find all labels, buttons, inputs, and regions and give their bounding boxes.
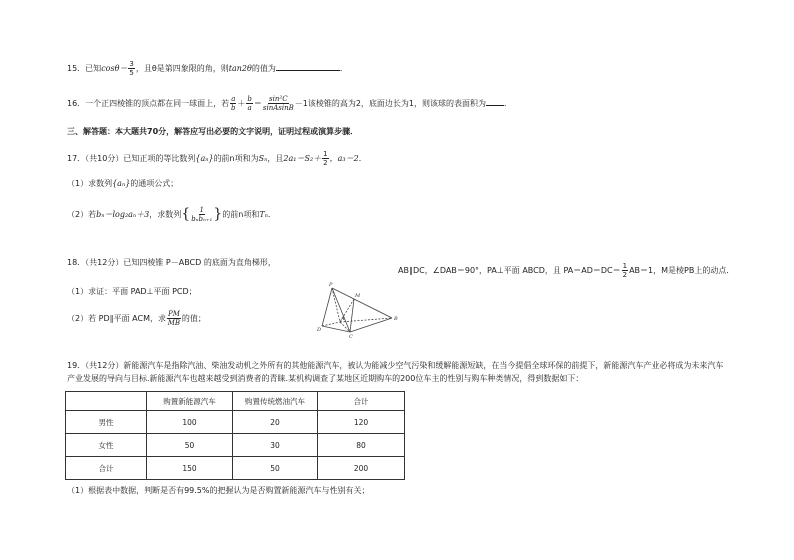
table-cell: 合计	[66, 457, 147, 480]
edge-PD	[322, 288, 332, 326]
q16-answer-blank	[486, 97, 504, 106]
right-brace: }	[213, 206, 223, 222]
question-17-part-1: （1）求数列{aₙ}的通项公式；	[67, 179, 179, 188]
table-cell: 女性	[66, 434, 147, 457]
pyramid-figure	[310, 280, 400, 340]
question-17: 17．（共10分）已知正项的等比数列{aₙ}的前n项和为Sₙ，且2a₁＝S₂＋ $\frac{1}{2}$ ，a₃＝2．	[67, 150, 367, 167]
question-18-part-1: （1）求证：平面 PAD⊥平面 PCD；	[67, 287, 197, 296]
edge-AB	[340, 318, 392, 322]
question-15: 15．已知cosθ＝ $\frac{3}{5}$ ，且θ是第四象限的角，则tan2θ的值为 ．	[67, 60, 348, 77]
label-C: C	[349, 334, 353, 340]
q16-frac-b-a: $\frac{b}{a}$	[247, 95, 252, 112]
q15-cos: cosθ＝	[101, 64, 128, 73]
table-row	[66, 434, 405, 457]
question-17-part-2: （2）若bₙ＝log₂aₙ＋3，求数列{ $\frac{1}{\text{bₙbₙ₊₁}}$ }的前n项和Tₙ．	[67, 206, 276, 223]
label-B: B	[394, 316, 398, 322]
label-D: D	[317, 327, 322, 333]
gender-car-table	[65, 391, 405, 480]
table-header-cell: 合计	[318, 392, 405, 411]
label-M: M	[355, 293, 361, 299]
table-cell: 男性	[66, 411, 147, 434]
question-19-line-2: 产业发展的导向与目标.新能源汽车也越来越受到消费者的青睐.某机构调查了某地区近期购车的200位车主的性别与购车种类情况，得到数据如下：	[67, 374, 584, 383]
table-cell: 20	[233, 411, 318, 434]
q15-fraction: $\frac{3}{5}$	[129, 60, 134, 77]
q17-frac-b: $\frac{1}{\text{bₙbₙ₊₁}}$	[191, 206, 213, 223]
question-18-condition: AB∥DC，∠DAB＝90°，PA⊥平面 ABCD，且 PA＝AD＝DC＝ $\frac{1}{2}$ AB＝1，M是棱PB上的动点．	[398, 262, 735, 279]
q15-number: 15．已知	[67, 64, 102, 73]
table-row	[66, 457, 405, 480]
table-cell: 150	[147, 457, 233, 480]
question-16: 16．一个正四棱锥的顶点都在同一球面上，若 $\frac{a}{b}$ ＋ $\frac{b}{a}$ ＝ $\frac{\text{sin²C}}{\text{sinAsinB}}$ －1该棱锥的高为2，底面边长为1，则该球的表面积为 ．	[67, 95, 513, 112]
edge-MC	[350, 299, 354, 332]
question-19-line-1: 19．（共12分）新能源汽车是指除汽油、柴油发动机之外所有的其他能源汽车，被认为能减少空气污染和缓解能源短缺，在当今提倡全球环保的前提下，新能源汽车产业必将成为未来汽车	[67, 361, 724, 370]
label-P: P	[329, 282, 333, 288]
q18-ratio: $\frac{PM}{MB}$	[167, 310, 181, 327]
question-18: 18．（共12分）已知四棱锥 P－ABCD 的底面为直角梯形，	[67, 258, 276, 267]
table-cell: 100	[147, 411, 233, 434]
question-19-part-1: （1）根据表中数据，判断是否有99.5%的把握认为是否购置新能源汽车与性别有关；	[67, 486, 370, 495]
question-18-part-2: （2）若 PD∥平面 ACM，求 $\frac{PM}{MB}$ 的值；	[67, 310, 206, 327]
table-cell: 50	[147, 434, 233, 457]
table-cell: 50	[233, 457, 318, 480]
section-heading: 三、解答题：本大题共70分，解答应写出必要的文字说明，证明过程或演算步骤．	[67, 127, 359, 136]
table-cell: 200	[318, 457, 405, 480]
edge-PC	[332, 288, 350, 332]
table-header-cell: 购置传统燃油汽车	[233, 392, 318, 411]
edge-DC	[322, 326, 350, 332]
table-header-cell	[66, 392, 147, 411]
table-header-row	[66, 392, 405, 411]
q17-half: $\frac{1}{2}$	[323, 150, 328, 167]
edge-DA	[322, 322, 340, 326]
table-cell: 120	[318, 411, 405, 434]
table-cell: 80	[318, 434, 405, 457]
edge-PB	[332, 288, 392, 318]
table-cell: 30	[233, 434, 318, 457]
q15-answer-blank	[276, 62, 340, 71]
table-row	[66, 411, 405, 434]
label-A: A	[341, 316, 345, 322]
table-header-cell: 购置新能源汽车	[147, 392, 233, 411]
edge-CB	[350, 318, 392, 332]
q16-frac-sin: $\frac{\text{sin²C}}{\text{sinAsinB}}$	[262, 95, 294, 112]
left-brace: {	[181, 206, 191, 222]
q16-frac-a-b: $\frac{a}{b}$	[231, 95, 236, 112]
q18-half: $\frac{1}{2}$	[622, 262, 628, 279]
